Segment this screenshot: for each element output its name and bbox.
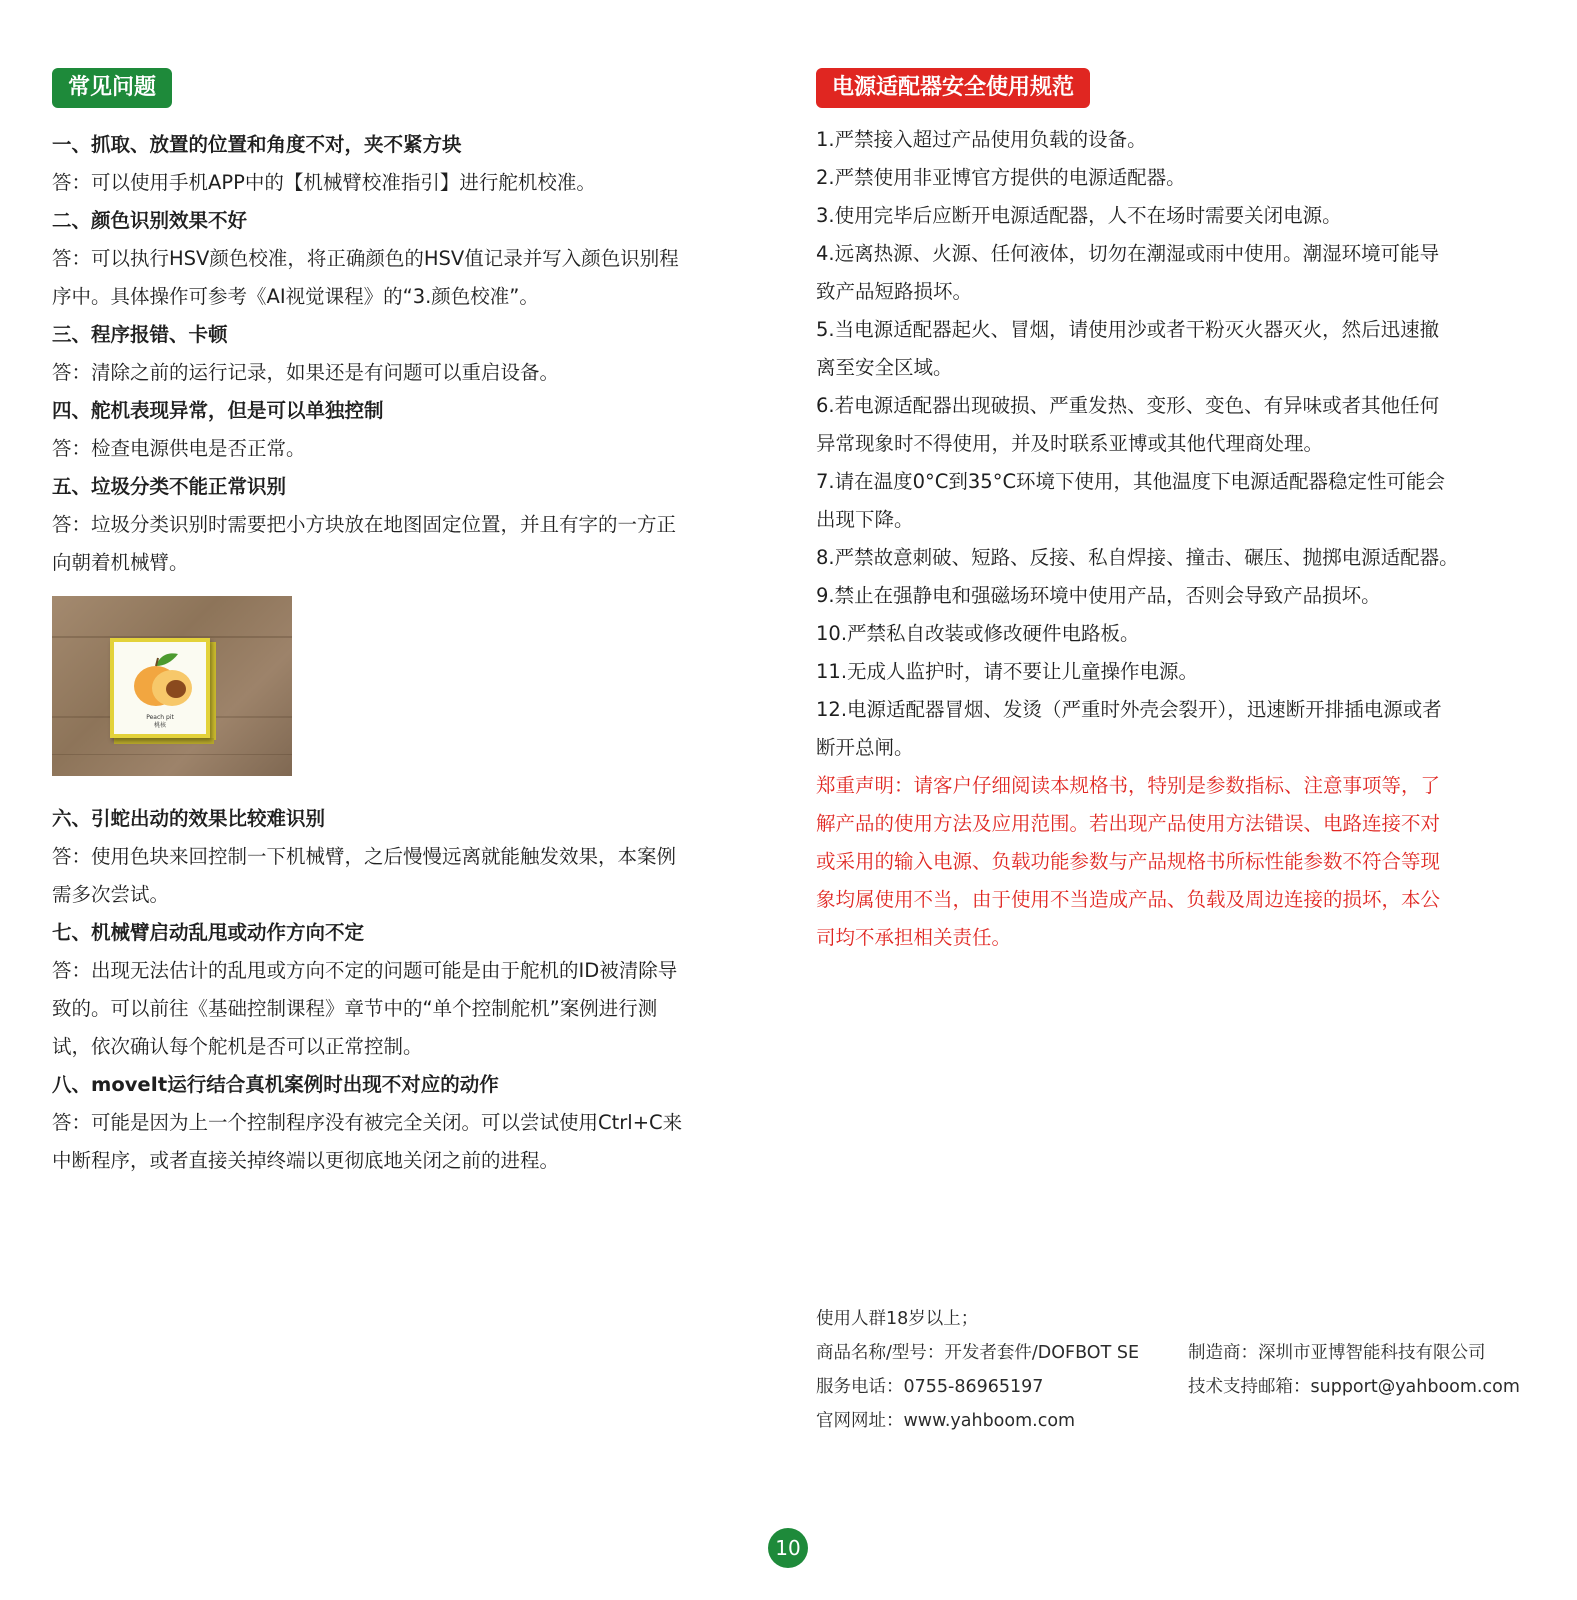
product-name: 商品名称/型号：开发者套件/DOFBOT SE (816, 1343, 1139, 1363)
faq-answer-6-line-1: 答：使用色块来回控制一下机械臂，之后慢慢远离就能触发效果，本案例 (52, 845, 677, 868)
support-email: 技术支持邮箱：support@yahboom.com (1188, 1377, 1520, 1397)
safety-line-16: 12.电源适配器冒烟、发烫（严重时外壳会裂开），迅速断开排插电源或者 (816, 698, 1442, 721)
faq-question-8: 八、moveIt运行结合真机案例时出现不对应的动作 (52, 1073, 499, 1096)
safety-line-3: 3.使用完毕后应断开电源适配器，人不在场时需要关闭电源。 (816, 204, 1342, 227)
faq-answer-7-line-3: 试，依次确认每个舵机是否可以正常控制。 (52, 1035, 423, 1058)
faq-question-5: 五、垃圾分类不能正常识别 (52, 475, 287, 498)
faq-question-1: 一、抓取、放置的位置和角度不对，夹不紧方块 (52, 133, 462, 156)
faq-question-3: 三、程序报错、卡顿 (52, 323, 228, 346)
website: 官网网址：www.yahboom.com (816, 1411, 1076, 1431)
cube-label-en: Peach pit (146, 714, 174, 721)
cube-label-zh: 桃核 (153, 722, 166, 729)
faq-answer-7-line-1: 答：出现无法估计的乱甩或方向不定的问题可能是由于舵机的ID被清除导 (52, 959, 678, 982)
safety-line-12: 8.严禁故意刺破、短路、反接、私自焊接、撞击、碾压、抛掷电源适配器。 (816, 546, 1459, 569)
faq-answer-1-line-1: 答：可以使用手机APP中的【机械臂校准指引】进行舵机校准。 (52, 171, 596, 194)
safety-line-1: 1.严禁接入超过产品使用负载的设备。 (816, 128, 1147, 151)
faq-answer-2-line-2: 序中。具体操作可参考《AI视觉课程》的“3.颜色校准”。 (52, 285, 539, 308)
safety-line-13: 9.禁止在强静电和强磁场环境中使用产品，否则会导致产品损坏。 (816, 584, 1381, 607)
safety-line-8: 6.若电源适配器出现破损、严重发热、变形、变色、有异味或者其他任何 (816, 394, 1440, 417)
faq-answer-8-line-2: 中断程序，或者直接关掉终端以更彻底地关闭之前的进程。 (52, 1149, 560, 1172)
faq-answer-4-line-1: 答：检查电源供电是否正常。 (52, 437, 306, 460)
safety-line-11: 出现下降。 (816, 508, 914, 531)
faq-answer-7-line-2: 致的。可以前往《基础控制课程》章节中的“单个控制舵机”案例进行测 (52, 997, 658, 1020)
faq-question-2: 二、颜色识别效果不好 (52, 209, 248, 232)
age-notice: 使用人群18岁以上； (816, 1309, 979, 1329)
disclaimer-line-1: 郑重声明：请客户仔细阅读本规格书，特别是参数指标、注意事项等，了 (816, 774, 1441, 797)
safety-line-15: 11.无成人监护时，请不要让儿童操作电源。 (816, 660, 1199, 683)
faq-answer-3-line-1: 答：清除之前的运行记录，如果还是有问题可以重启设备。 (52, 361, 560, 384)
faq-badge: 常见问题 (52, 68, 172, 108)
safety-line-5: 致产品短路损坏。 (816, 280, 973, 303)
safety-line-7: 离至安全区域。 (816, 356, 953, 379)
safety-line-9: 异常现象时不得使用，并及时联系亚博或其他代理商处理。 (816, 432, 1324, 455)
page-number: 10 (768, 1528, 808, 1568)
disclaimer-line-3: 或采用的输入电源、负载功能参数与产品规格书所标性能参数不符合等现 (816, 850, 1441, 873)
faq-answer-5-line-1: 答：垃圾分类识别时需要把小方块放在地图固定位置，并且有字的一方正 (52, 513, 677, 536)
peach-pit-cube-photo (52, 596, 292, 776)
safety-line-6: 5.当电源适配器起火、冒烟，请使用沙或者干粉灭火器灭火，然后迅速撤 (816, 318, 1440, 341)
faq-answer-8-line-1: 答：可能是因为上一个控制程序没有被完全关闭。可以尝试使用Ctrl+C来 (52, 1111, 683, 1134)
faq-answer-6-line-2: 需多次尝试。 (52, 883, 170, 906)
disclaimer-line-4: 象均属使用不当，由于使用不当造成产品、负载及周边连接的损坏，本公 (816, 888, 1441, 911)
faq-question-7: 七、机械臂启动乱甩或动作方向不定 (52, 921, 365, 944)
service-phone: 服务电话：0755-86965197 (816, 1377, 1044, 1397)
safety-line-10: 7.请在温度0°C到35°C环境下使用，其他温度下电源适配器稳定性可能会 (816, 470, 1446, 493)
disclaimer-line-5: 司均不承担相关责任。 (816, 926, 1012, 949)
safety-line-2: 2.严禁使用非亚博官方提供的电源适配器。 (816, 166, 1186, 189)
safety-badge: 电源适配器安全使用规范 (816, 68, 1090, 108)
safety-line-17: 断开总闸。 (816, 736, 914, 759)
faq-question-4: 四、舵机表现异常，但是可以单独控制 (52, 399, 384, 422)
safety-line-4: 4.远离热源、火源、任何液体，切勿在潮湿或雨中使用。潮湿环境可能导 (816, 242, 1440, 265)
safety-line-14: 10.严禁私自改装或修改硬件电路板。 (816, 622, 1140, 645)
faq-answer-5-line-2: 向朝着机械臂。 (52, 551, 189, 574)
faq-answer-2-line-1: 答：可以执行HSV颜色校准，将正确颜色的HSV值记录并写入颜色识别程 (52, 247, 679, 270)
cube (110, 638, 210, 738)
disclaimer-line-2: 解产品的使用方法及应用范围。若出现产品使用方法错误、电路连接不对 (816, 812, 1441, 835)
faq-question-6: 六、引蛇出动的效果比较难识别 (52, 807, 326, 830)
manufacturer: 制造商：深圳市亚博智能科技有限公司 (1188, 1343, 1486, 1363)
peach-pit-icon (126, 648, 202, 712)
